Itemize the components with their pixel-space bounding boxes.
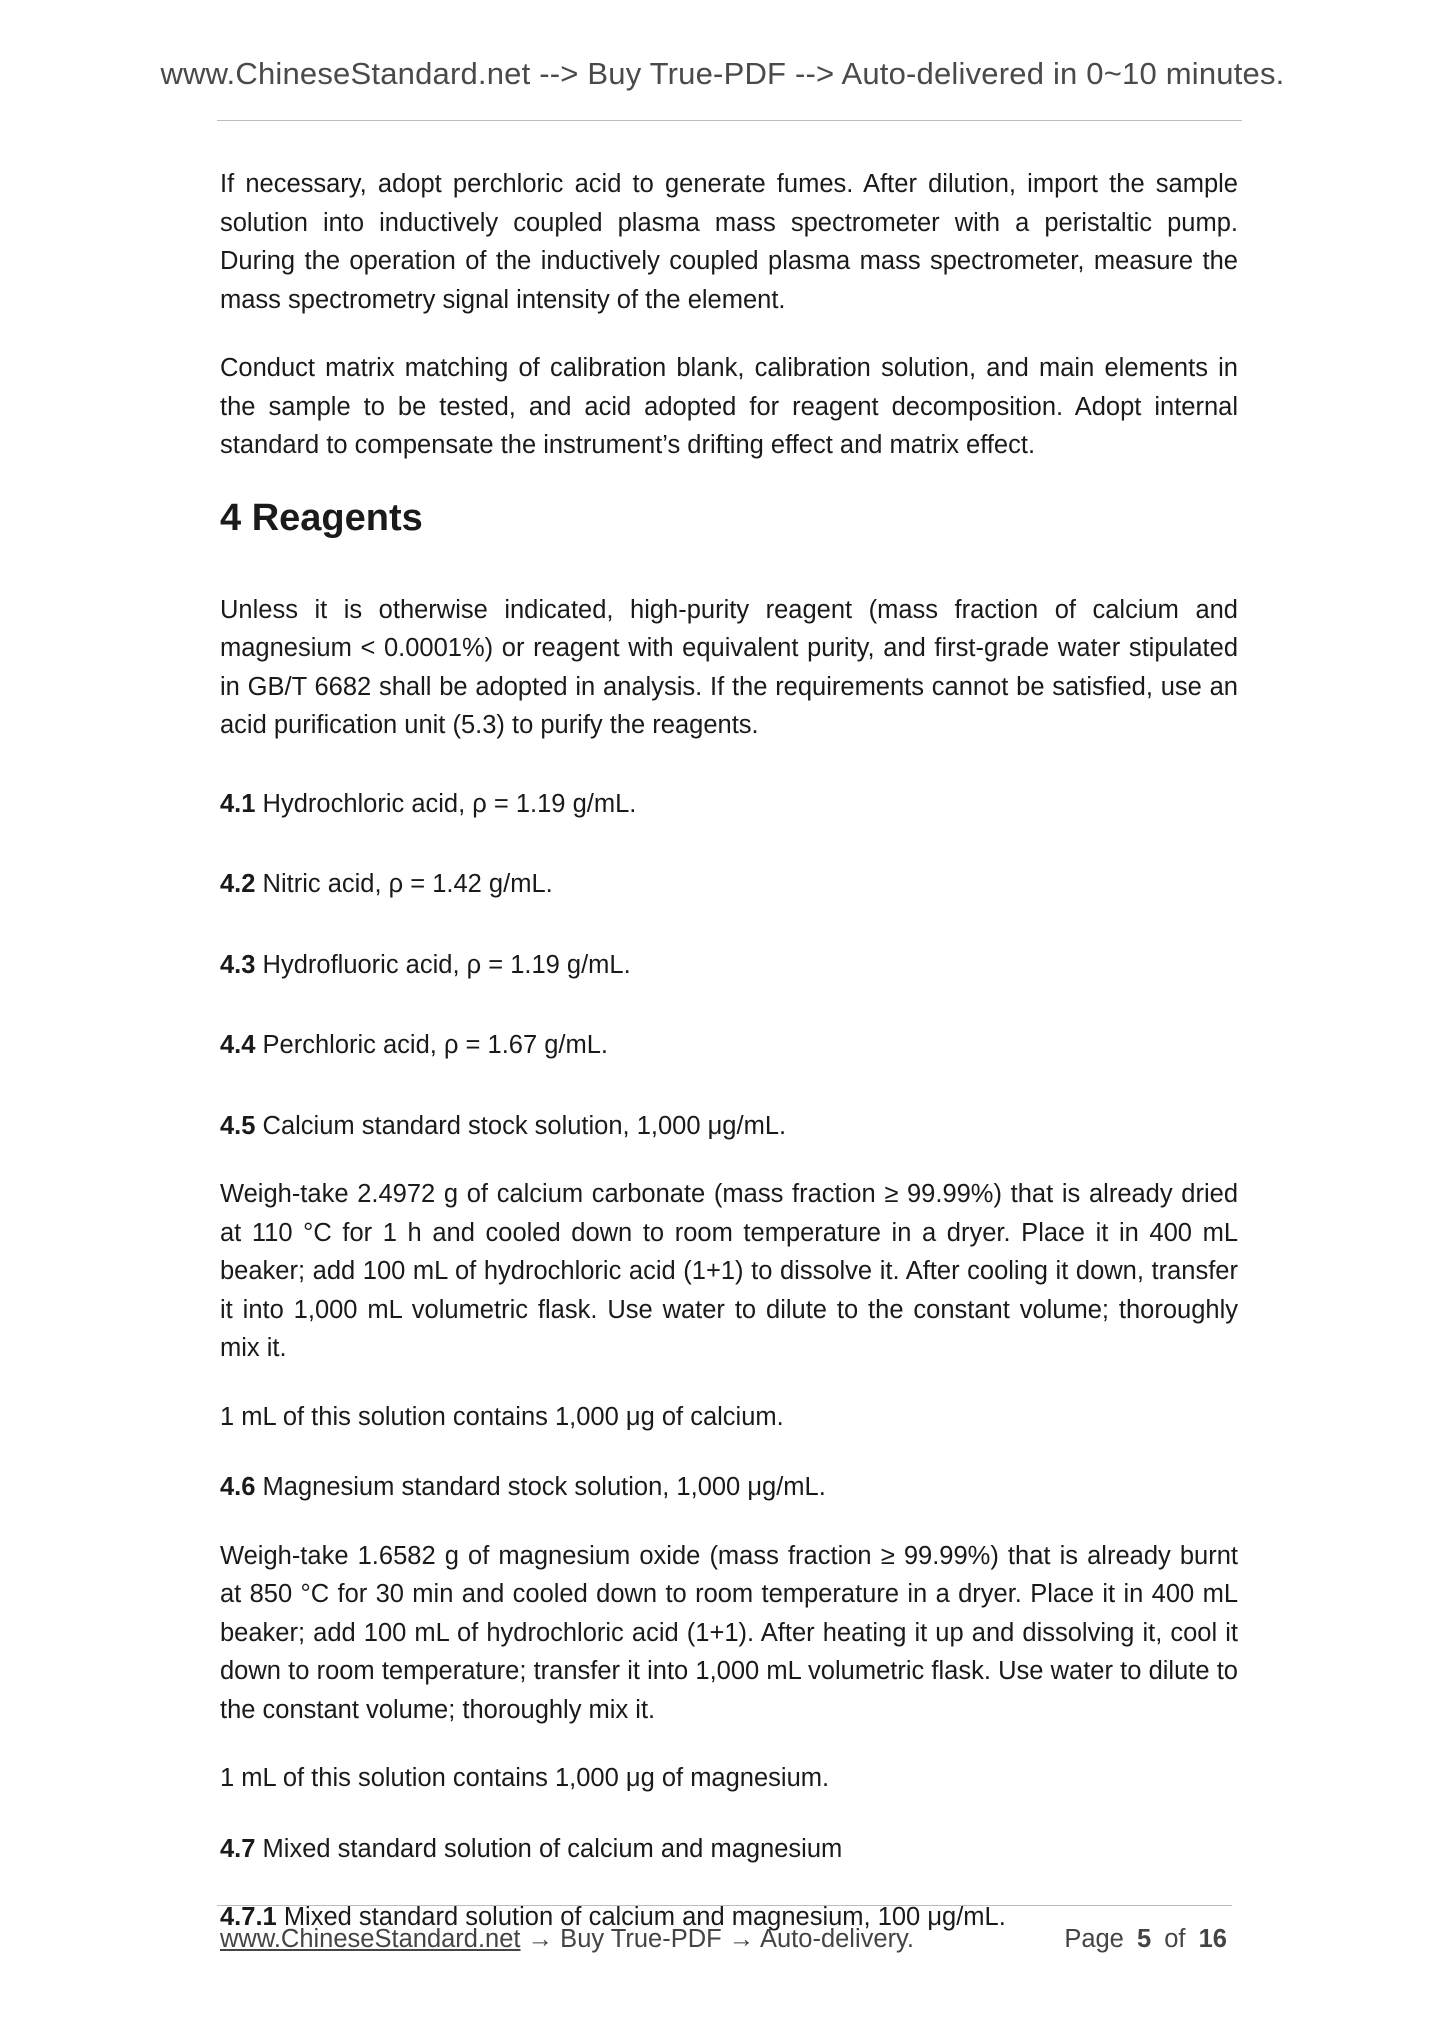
document-body bbox=[220, 165, 1238, 1967]
reagent-item bbox=[220, 1107, 1238, 1146]
footer-link[interactable]: www.ChineseStandard.net bbox=[220, 1925, 521, 1953]
item-number: 4.7 bbox=[220, 1834, 256, 1863]
item-number: 4.3 bbox=[220, 950, 256, 979]
header-divider bbox=[217, 120, 1242, 121]
item-text: Hydrofluoric acid, ρ = 1.19 g/mL. bbox=[262, 950, 631, 979]
footer-divider bbox=[217, 1905, 1232, 1906]
intro-paragraph-1: If necessary, adopt perchloric acid to generate fumes. After dilution, import the sample solution into inductively coupled plasma mass spectrometer with a peristaltic pump. During the operation of the inductively coupled plasma mass spectrometer, measure the mass spectrometry signal intensity of the element. bbox=[220, 170, 1238, 314]
item-number: 4.2 bbox=[220, 870, 256, 898]
item-number: 4.6 bbox=[220, 1473, 256, 1501]
page-of-label: of bbox=[1164, 1925, 1186, 1953]
page-current: 5 bbox=[1136, 1925, 1152, 1953]
footer-promo bbox=[220, 1925, 914, 1954]
item-text: Hydrochloric acid, ρ = 1.19 g/mL. bbox=[262, 789, 637, 818]
page-total: 16 bbox=[1198, 1925, 1227, 1953]
header-banner: www.ChineseStandard.net --> Buy True-PDF --> Auto-delivered in 0~10 minutes. bbox=[160, 56, 1285, 91]
page-label: Page bbox=[1064, 1925, 1124, 1953]
item-number: 4.1 bbox=[220, 789, 256, 818]
section-intro: Unless it is otherwise indicated, high-purity reagent (mass fraction of calcium and magnesium < 0.0001%) or reagent with equivalent purity, and first-grade water stipulated in GB/T 6682 shall be adopted in analysis. If the requirements cannot be satisfied, use an acid purification unit (5.3) to purify the reagents. bbox=[220, 595, 1238, 739]
reagent-item bbox=[220, 785, 1238, 824]
item-text: Perchloric acid, ρ = 1.67 g/mL. bbox=[262, 1031, 609, 1059]
item-text: Calcium standard stock solution, 1,000 μg/mL. bbox=[262, 1111, 787, 1140]
page-indicator bbox=[1064, 1925, 1227, 1954]
calcium-note: 1 mL of this solution contains 1,000 μg of calcium. bbox=[220, 1402, 784, 1431]
calcium-preparation: Weigh-take 2.4972 g of calcium carbonate (mass fraction ≥ 99.99%) that is already dried at 110 °C for 1 h and cooled down to room temperature in a dryer. Place it in 400 mL beaker; add 100 mL of hydrochloric acid (1+1) to dissolve it. After cooling it down, transfer it into 1,000 mL volumetric flask. Use water to dilute to the constant volume; thoroughly mix it. bbox=[220, 1180, 1238, 1362]
item-text: Nitric acid, ρ = 1.42 g/mL. bbox=[262, 870, 553, 898]
item-text: Magnesium standard stock solution, 1,000 μg/mL. bbox=[262, 1473, 826, 1501]
reagent-item bbox=[220, 865, 1238, 904]
reagent-item bbox=[220, 1026, 1238, 1065]
magnesium-preparation: Weigh-take 1.6582 g of magnesium oxide (mass fraction ≥ 99.99%) that is already burnt at 850 °C for 30 min and cooled down to room temperature in a dryer. Place it in 400 mL beaker; add 100 mL of hydrochloric acid (1+1). After heating it up and dissolving it, cool it down to room temperature; transfer it into 1,000 mL volumetric flask. Use water to dilute to the constant volume; thoroughly mix it. bbox=[220, 1541, 1238, 1724]
item-number: 4.5 bbox=[220, 1111, 256, 1140]
footer-tagline: → Buy True-PDF → Auto-delivery. bbox=[520, 1925, 914, 1953]
reagent-item bbox=[220, 946, 1238, 985]
section-heading: 4 Reagents bbox=[220, 496, 423, 539]
magnesium-note: 1 mL of this solution contains 1,000 μg of magnesium. bbox=[220, 1764, 830, 1792]
item-number: 4.4 bbox=[220, 1031, 256, 1059]
intro-paragraph-2: Conduct matrix matching of calibration blank, calibration solution, and main elements in the sample to be tested, and acid adopted for reagent decomposition. Adopt internal standard to compensate the instrument’s drifting effect and matrix effect. bbox=[220, 354, 1238, 459]
item-number: 4.7.1 bbox=[220, 1903, 277, 1931]
reagent-item bbox=[220, 1468, 1238, 1507]
item-text: Mixed standard solution of calcium and magnesium bbox=[262, 1834, 843, 1863]
reagent-item bbox=[220, 1830, 1238, 1869]
item-text: Mixed standard solution of calcium and magnesium, 100 μg/mL. bbox=[283, 1903, 1006, 1931]
